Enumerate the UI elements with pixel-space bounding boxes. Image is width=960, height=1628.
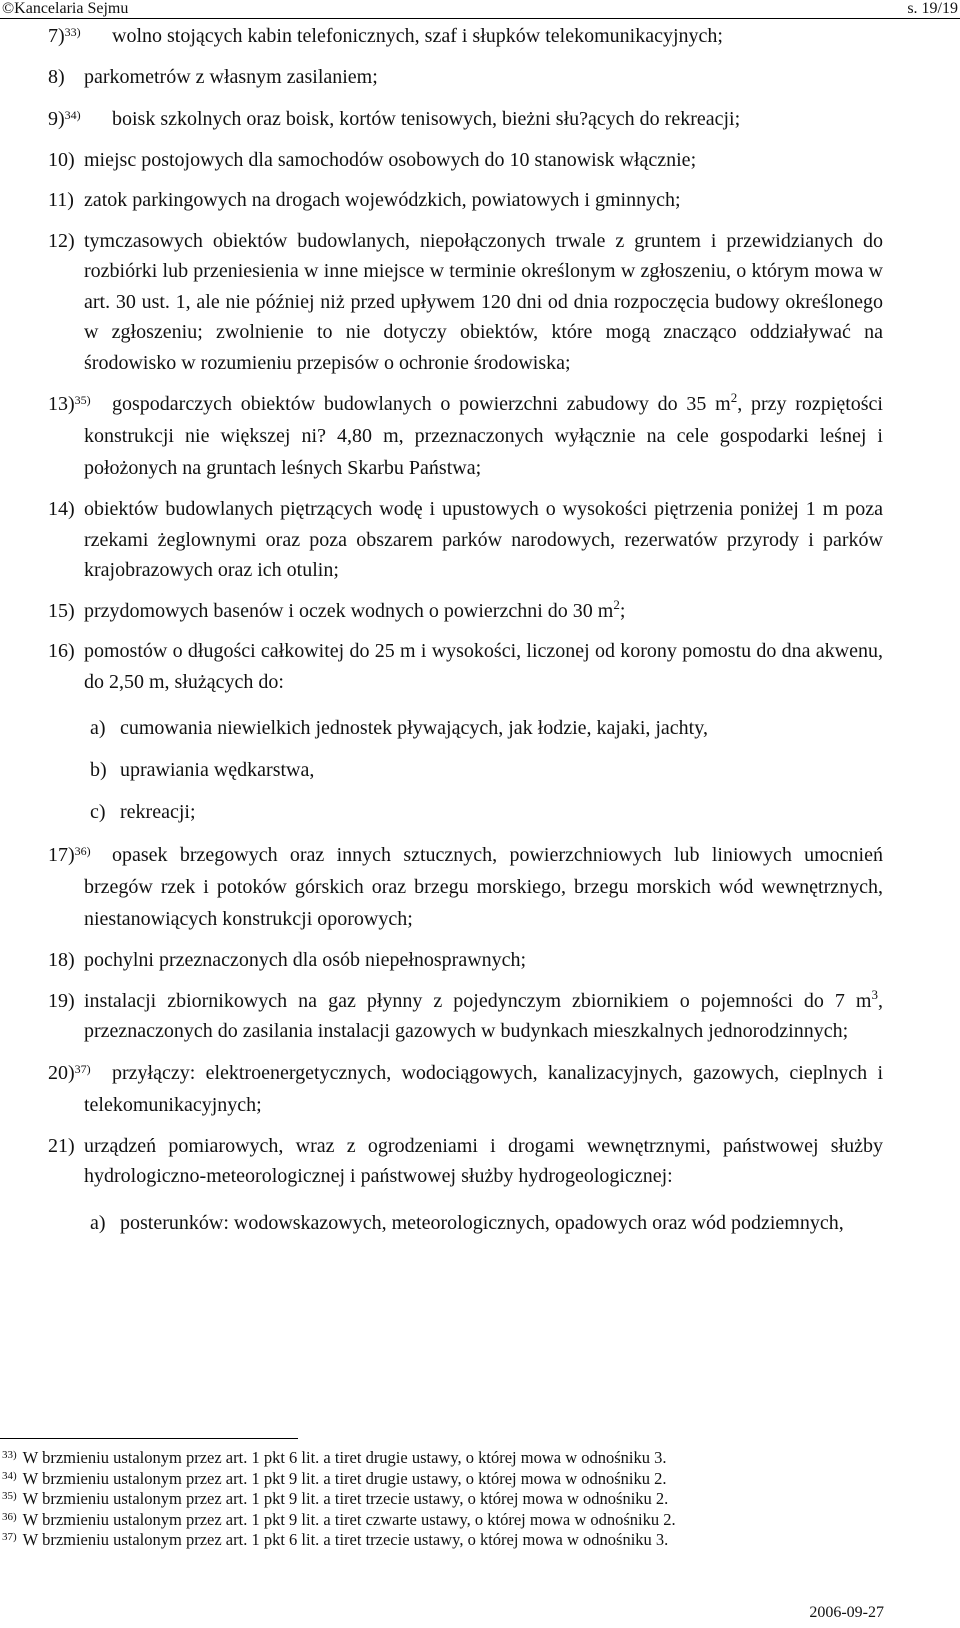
footnotes bbox=[2, 1448, 676, 1551]
footnote-ref[interactable]: 35) bbox=[74, 393, 91, 407]
item-number: 17)$^{36)}$ bbox=[48, 844, 91, 866]
document-body bbox=[48, 20, 883, 1250]
list-item bbox=[48, 1131, 883, 1192]
list-item bbox=[48, 62, 883, 93]
sub-item-text: uprawiania wędkarstwa, bbox=[120, 759, 315, 781]
list-item bbox=[48, 945, 883, 976]
item-number: 19) bbox=[48, 989, 75, 1012]
item-number: 9)$^{34)}$ bbox=[48, 107, 81, 130]
unit-exponent: 3 bbox=[871, 986, 878, 1002]
list-item bbox=[48, 145, 883, 176]
footnote-number: 36) bbox=[2, 1510, 17, 1523]
item-text: tymczasowych obiektów budowlanych, niepołączonych trwale z gruntem i przewidzianych do rozbiórki lub przeniesienia w inne miejsce w terminie określonym w zgłoszeniu, o którym mowa w art. 30 ust. 1, ale nie później niż przed upływem 120 dni od dnia rozpoczęcia budowy określonego w zgłoszeniu; zwolnienie to nie dotyczy obiektów, które mogą znacząco oddziaływać na środowisko w rozumieniu przepisów o ochronie środowiska; bbox=[84, 229, 883, 374]
footnote-ref[interactable]: 36) bbox=[74, 844, 91, 858]
footnote-text: W brzmieniu ustalonym przez art. 1 pkt 9 lit. a tiret trzecie ustawy, o której mowa w odnośniku 2. bbox=[22, 1489, 669, 1508]
item-text: gospodarczych obiektów budowlanych o powierzchni zabudowy do 35 $m^2$, przy rozpiętości konstrukcji nie większej ni? 4,80 m, przeznaczonych wyłącznie na cele gospodarki leśnej i położonych na gruntach leśnych Skarbu Państwa; bbox=[84, 390, 883, 479]
footnote bbox=[2, 1530, 676, 1551]
item-number: 11) bbox=[48, 189, 74, 211]
sub-item bbox=[90, 1208, 883, 1238]
item-text: instalacji zbiornikowych na gaz płynny z pojedynczym zbiornikiem o pojemności do 7 $m^3$, przeznaczonych do zasilania instalacji gazowych w budynkach mieszkalnych jednorodzinnych; bbox=[84, 986, 883, 1042]
document-date: 2006-09-27 bbox=[809, 1604, 884, 1621]
item-number: 20)$^{37)}$ bbox=[48, 1061, 91, 1084]
sub-item bbox=[90, 755, 883, 785]
list-item bbox=[48, 839, 883, 935]
header-rule bbox=[0, 18, 960, 19]
sub-item-letter: b) bbox=[90, 759, 107, 781]
list-item bbox=[48, 103, 883, 135]
item-text: urządzeń pomiarowych, wraz z ogrodzeniami i drogami wewnętrznymi, państwowej służby hydrologiczno-meteorologicznej i państwowej służby hydrogeologicznej: bbox=[84, 1134, 883, 1187]
item-number: 21) bbox=[48, 1134, 75, 1157]
item-text: miejsc postojowych dla samochodów osobowych do 10 stanowisk włącznie; bbox=[84, 148, 697, 171]
footnote-text: W brzmieniu ustalonym przez art. 1 pkt 6 lit. a tiret drugie ustawy, o której mowa w odnośniku 3. bbox=[22, 1448, 667, 1467]
item-number: 15) bbox=[48, 599, 75, 622]
item-number: 14) bbox=[48, 498, 75, 520]
page-header bbox=[0, 0, 960, 20]
list-item bbox=[48, 494, 883, 586]
unit-exponent: 2 bbox=[613, 596, 620, 612]
page-number: s. 19/19 bbox=[907, 0, 958, 17]
header-source: ©Kancelaria Sejmu bbox=[2, 0, 129, 17]
item-text: pomostów o długości całkowitej do 25 m i wysokości, liczonej od korony pomostu do dna akwenu, do 2,50 m, służących do: bbox=[84, 640, 883, 693]
footnote bbox=[2, 1448, 676, 1469]
item-number: 13)$^{35)}$ bbox=[48, 393, 91, 415]
item-number: 10) bbox=[48, 148, 75, 171]
footnote-text: W brzmieniu ustalonym przez art. 1 pkt 6 lit. a tiret trzecie ustawy, o której mowa w odnośniku 3. bbox=[22, 1530, 669, 1549]
list-item bbox=[48, 636, 883, 697]
footnote-ref[interactable]: 34) bbox=[64, 107, 81, 122]
footnote-number: 37) bbox=[2, 1531, 17, 1543]
sub-item-text: posterunków: wodowskazowych, meteorologicznych, opadowych oraz wód podziemnych, bbox=[120, 1211, 844, 1234]
item-text: pochylni przeznaczonych dla osób niepełnosprawnych; bbox=[84, 949, 527, 971]
item-number: 7)$^{33)}$ bbox=[48, 25, 81, 47]
item-text: obiektów budowlanych piętrzących wodę i upustowych o wysokości piętrzenia poniżej 1 m poza rzekami żeglownymi oraz poza obszarem parków narodowych, rezerwatów przyrody i parków krajobrazowych oraz ich otulin; bbox=[84, 498, 883, 581]
footnote-number: 34) bbox=[2, 1469, 17, 1482]
footnote bbox=[2, 1469, 676, 1490]
item-text: przydomowych basenów i oczek wodnych o powierzchni do 30 $m^2$; bbox=[84, 596, 626, 622]
sub-item-letter: a) bbox=[90, 717, 106, 739]
sub-item-text: rekreacji; bbox=[120, 801, 196, 823]
footnote-text: W brzmieniu ustalonym przez art. 1 pkt 9 lit. a tiret drugie ustawy, o której mowa w odnośniku 2. bbox=[22, 1468, 667, 1488]
item-text: wolno stojących kabin telefonicznych, szaf i słupków telekomunikacyjnych; bbox=[112, 25, 723, 47]
list-item bbox=[48, 388, 883, 484]
footnote bbox=[2, 1510, 676, 1531]
footnote-rule bbox=[0, 1438, 298, 1439]
item-text: boisk szkolnych oraz boisk, kortów tenisowych, bieżni słu?ących do rekreacji; bbox=[112, 107, 741, 130]
list-item bbox=[48, 20, 883, 52]
footnote-ref[interactable]: 33) bbox=[64, 25, 81, 39]
item-number: 16) bbox=[48, 640, 75, 662]
sub-item bbox=[90, 797, 883, 827]
list-item bbox=[48, 185, 883, 216]
list-item bbox=[48, 596, 883, 627]
sub-item bbox=[90, 713, 883, 743]
item-number: 18) bbox=[48, 949, 75, 971]
item-text: opasek brzegowych oraz innych sztucznych, powierzchniowych lub liniowych umocnień brzegów rzek i potoków górskich oraz brzegu morskiego, brzegu morskich wód wewnętrznych, niestanowiących konstrukcji oporowych; bbox=[84, 844, 883, 930]
item-text: przyłączy: elektroenergetycznych, wodociągowych, kanalizacyjnych, gazowych, cieplnych i telekomunikacyjnych; bbox=[84, 1061, 883, 1116]
item-text: zatok parkingowych na drogach wojewódzkich, powiatowych i gminnych; bbox=[84, 189, 681, 211]
item-number: 8) bbox=[48, 66, 65, 88]
item-number: 12) bbox=[48, 229, 75, 252]
list-item bbox=[48, 986, 883, 1047]
sub-item-letter: a) bbox=[90, 1211, 106, 1234]
footnote-number: 35) bbox=[2, 1490, 17, 1502]
footnote-text: W brzmieniu ustalonym przez art. 1 pkt 9 lit. a tiret czwarte ustawy, o której mowa w odnośniku 2. bbox=[22, 1509, 676, 1529]
footnote-ref[interactable]: 37) bbox=[74, 1061, 91, 1076]
sub-item-text: cumowania niewielkich jednostek pływających, jak łodzie, kajaki, jachty, bbox=[120, 717, 708, 739]
sub-item-letter: c) bbox=[90, 801, 106, 823]
item-text: parkometrów z własnym zasilaniem; bbox=[84, 66, 378, 88]
footnote-number: 33) bbox=[2, 1449, 17, 1461]
unit-exponent: 2 bbox=[730, 390, 738, 405]
list-item bbox=[48, 226, 883, 379]
footnote bbox=[2, 1489, 676, 1510]
list-item bbox=[48, 1057, 883, 1121]
